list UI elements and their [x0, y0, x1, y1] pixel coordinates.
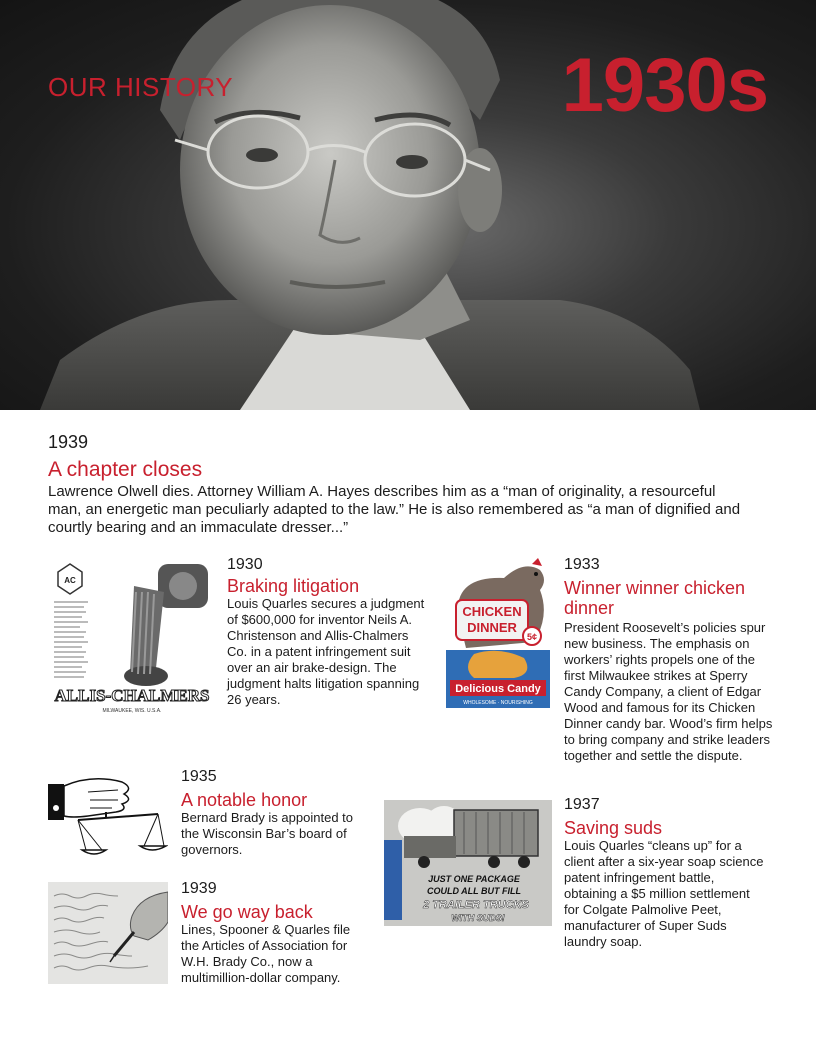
entry-body: Lines, Spooner & Quarles file the Articles of Association for W.H. Brady Co., now a multimillion-dollar company. [181, 922, 351, 985]
entry-title: Winner winner chicken dinner [564, 578, 746, 618]
allis-badge-text: AC [64, 576, 76, 585]
chicken-dinner-candy-image [444, 556, 552, 716]
intro-title: A chapter closes [48, 458, 203, 481]
section-label: OUR HISTORY [48, 72, 234, 102]
candy-brand-line2: DINNER [467, 620, 517, 635]
entry-1939-brady [181, 880, 371, 986]
suds-line4: WITH SUDS! [451, 913, 505, 923]
entry-1935 [181, 768, 371, 858]
entry-body: President Roosevelt’s policies spur new business. The emphasis on workers’ rights propels one of the first Milwaukee strikes at Sperry Candy Company, a client of Edgar Wood and famous for its Chicken Dinner candy bar. Wood’s firm helps to bring company and strike leaders together and settle the dispute. [564, 620, 773, 763]
handwriting-document-image [48, 882, 168, 984]
entry-title: Braking litigation [227, 576, 360, 596]
entry-year: 1933 [564, 556, 600, 573]
candy-tagline: WHOLESOME · NOURISHING [463, 700, 533, 706]
entry-body: Bernard Brady is appointed to the Wisconsin Bar’s board of governors. [181, 810, 353, 857]
intro-body: Lawrence Olwell dies. Attorney William A. Hayes describes him as a “man of originality, a resourceful man, an energetic man peculiarly adapted to the law.” He is also remembered as “a man of dignified and courtly bearing and an immaculate dresser...” [48, 483, 741, 536]
super-suds-ad-image [384, 800, 552, 926]
allis-chalmers-ad-image [48, 556, 216, 716]
entry-title: Saving suds [564, 818, 663, 838]
entry-year: 1937 [564, 796, 600, 813]
hero-portrait-banner [0, 0, 816, 410]
entry-1930 [227, 556, 427, 708]
entry-year: 1930 [227, 556, 263, 573]
allis-sub-text: MILWAUKEE, WIS. U.S.A. [102, 708, 162, 714]
candy-price: 5¢ [526, 632, 538, 642]
entry-title: We go way back [181, 902, 313, 922]
decade-heading: 1930s [561, 43, 768, 128]
scales-of-justice-image [48, 772, 168, 860]
intro-entry [48, 432, 748, 537]
allis-logo-text: ALLIS-CHALMERS [54, 686, 210, 705]
entry-year: 1939 [181, 880, 217, 897]
entry-1933 [564, 556, 774, 764]
suds-line3: 2 TRAILER TRUCKS [423, 899, 529, 911]
entry-body: Louis Quarles “cleans up” for a client after a six-year soap science patent infringement battle, obtaining a $5 million settlement for Colgate Palmolive Peet, manufacturer of Super Suds laundry soap. [564, 838, 764, 949]
entry-1937 [564, 796, 764, 950]
entry-year: 1935 [181, 768, 217, 785]
candy-brand-line1: CHICKEN [462, 604, 522, 619]
suds-line2: COULD ALL BUT FILL [427, 886, 521, 896]
entry-title: A notable honor [181, 790, 308, 810]
entry-body: Louis Quarles secures a judgment of $600,000 for inventor Neils A. Christenson and Allis-Chalmers Co. in a patent infringement suit over an air brake-design. The judgment halts litigation spanning 26 years. [227, 596, 425, 707]
candy-label: Delicious Candy [455, 683, 541, 695]
intro-year: 1939 [48, 432, 89, 452]
suds-line1: JUST ONE PACKAGE [428, 874, 520, 884]
